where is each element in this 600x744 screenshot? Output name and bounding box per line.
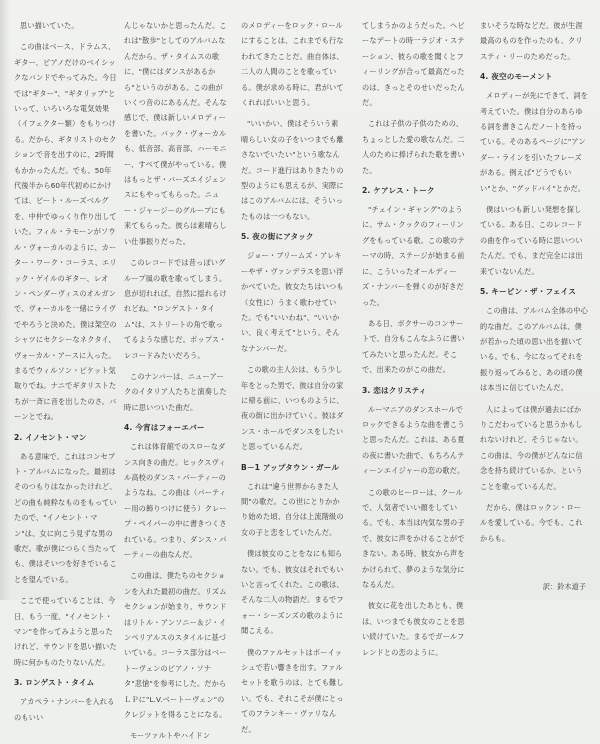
paragraph: この歌のヒーローは、クールで、人気者でいい顔をしている。でも、本当は内気な男の子で、彼女に声をかけることができない。ある時、彼女から声をかけられて、夢のような気分になるんだ。: [362, 487, 465, 589]
paragraph: 人によっては僕が過去にばかりこだわっていると思うかもしれないけれど、そうじゃない。この曲は、今の僕がどんなに信念を持ち続けているか、ということを歌っているんだ。: [480, 404, 583, 491]
text-column-4: [362, 18, 468, 657]
section-heading: 2. イノセント・マン: [14, 432, 87, 442]
section-heading: 4. 今宵はフォーエバー: [124, 423, 205, 433]
text-column-1: [14, 18, 118, 722]
paragraph: メロディーが先にできて、詞を考えていた。僕は自分のあらゆる詞を書きこんだノートを持っている。そのあるページに"アンダー・ラインを引いたフレーズがある。例えば"どうでもいい"とか、"グッドバイ"とかだ。: [480, 91, 589, 193]
paragraph: ある意味で、これはコンセプト・アルバムになった。最初はそのつもりはなかったけれど、どの曲も純粋なものをもっていたので、"イノセント・マン"は、女に向こう見ずな男の歌だ。歌が僕につらく当たっても、僕はそいつを好きでいることを望んでいる。: [14, 451, 117, 584]
paragraph: だから、僕はロックン・ロールを愛している。今でも、これからも。: [480, 502, 583, 543]
section-heading: 3. ロンゲスト・タイム: [14, 678, 95, 688]
paragraph: "いいかい、僕はそういう素晴らしい女の子をいつまでも離さないでいたい"という歌なんだ。コード進行はありきたりの型のようにも思えるが、実際にはこのアルバムには、そういったものは一つもない。: [241, 119, 344, 221]
paragraph: これは子供の子供のための、ちょっとした愛の歌なんだ。二人のために捧げられた歌を書いた。: [362, 119, 465, 175]
section-heading: 5. 夜の街にアタック: [241, 232, 314, 242]
text-column-5: [480, 18, 588, 590]
paragraph: のメロディーをロック・ロールにすることは、これまでも行なわれてきたことだ。曲自体は、二人の人間のことを歌っている。僕が求める時に、君がいてくれればいいと思う。: [241, 21, 344, 108]
paragraph: ここで使っていることは、今日、もう一度、"イノセント・マン"を作ってみようと思ったけれど、サウンドを思い描いた時に何かものたりないんだ。: [14, 596, 117, 667]
paragraph: 僕のファルセットはボーイッシュで若い響きを出す。ファルセットを歌うのは、とても難しい。でも、それこそが僕にとってのフランキー・ヴァリなんだ。: [241, 647, 344, 734]
paragraph: てしまうかのようだった。ヘビーなデートの時一ラジオ・ステーション、彼らの歌を聞くとフィーリングが合って最高だったのは、きっとそのせいだったんだ。: [362, 21, 465, 108]
paragraph: 彼女に花を出したあとも、僕は、いつまでも彼女のことを思い続けていた。まるでガールフレンドとの恋のように。: [362, 601, 465, 657]
paragraph: アカペラ・ナンバーを入れるのもいい: [14, 697, 115, 722]
section-heading: 2. ケアレス・トーク: [362, 186, 435, 196]
text-column-3: [241, 18, 345, 734]
page-fold-shadow: [0, 0, 10, 600]
paragraph: ある日、ボクサーのコンサートで、自分もこんなふうに書いてみたいと思ったんだ。そこで、出来たのがこの曲だ。: [362, 318, 465, 375]
paragraph: まいそうな時などだ。彼が生涯最高のものを作ったのも、クリスティ・リーのためだった。: [480, 21, 583, 61]
paragraph: この曲はベース、ドラムス、ギター、ピアノだけのベイシックなバンドでやってみた。今日では"ギター"、"ギタリップ"といって、いろいろな電気効果（イフェクター類）をもりつける。だから、ギタリストのセクションで音を出すのに、2時間もかかったんだ。でも、50年代後半から60年代初めにかけては、ビート・ルーズベルグを、中仲でゆっくり作り出していた。フィル・ラモーンがソウル・ヴォーカルのように、カーター・ワーク・コーラス、エリック・ゲイルのギター、レオン・ペンダーヴィスのオルガンで、ヴォーカルを一緒にライヴでやろうと決めた。僕は架空のシャツにセクシーなネクタイ、ヴォーカル・アースに入った。まるでウィルソン・ピケット気取りでね。ナニでギタリストたちが一斉に音を出したのさ。バーンとでね。: [14, 42, 117, 422]
paragraph: これは体育館でのスローなダンス向きの曲だ。ヒックスヴィル高校のダンス・パーティーのようなね。この曲は（パーティー用の飾りつけに使う）クレープ・ペイパーの中に書きつくされている。つまり、ダンス・パーティーの曲なんだ。: [124, 442, 227, 559]
paragraph: ルーマニアのダンスホールでロックできるような曲を書こうと思ったんだ。これは、ある夏の夜に書いた曲で、もちろんティーンエイジャーの恋の歌だ。: [362, 404, 465, 476]
paragraph: この歌の主人公は、もう少し年をとった男で、彼は自分の家に帰る前に、いつものように、夜の街に出かけていく。彼はダンス・ホールでダンスをしたいと思っているんだ。: [241, 365, 344, 452]
text-column-2: [124, 18, 228, 741]
section-heading: 3. 恋はクリスティ: [362, 385, 427, 395]
paragraph: このナンバーは、ニューアークのイタリア人たちと演奏した時に思いついた曲だ。: [124, 371, 227, 412]
paragraph: モーツァルトやハイドン: [130, 731, 211, 741]
section-heading: 4. 夜空のモーメント: [480, 72, 553, 82]
paragraph: この曲は、僕たちのセクションを入れた最初の曲だ。リズムセクションが始まり、サウンドはリトル・アンソニー＆ジ・インペリアルスのスタイルに基づいている。コーラス部分はベートーヴェンのピアノ・ソナタ"悲愴"を参考にした。だからＬＰに"L.V.ベートーヴェン"のクレジットを得ることになる。: [124, 571, 227, 720]
paragraph: 僕はいつも新しい発想を探している。ある日、このレコードの曲を作っている時に思いついたんだ。でも、まだ完全には出来ていないんだ。: [480, 205, 583, 276]
paragraph: 思い描いていた。: [20, 21, 79, 30]
section-heading: 5. キーピン・ザ・フェイス: [480, 287, 576, 297]
paragraph: ジョー・ブリームズ・アレキーやザ・ヴァンデラスを思い浮かべていた。彼女たちはいつも（女性に）うまく歌わせていた。でも"いいわね"、"いいかい、良く考えて"という。そんなナンバーだ。: [241, 251, 344, 353]
section-heading: B－1 アップタウン・ガール: [241, 462, 340, 472]
paragraph: この曲は、アルバム全体の中心的な曲だ。このアルバムは、僕が若かった頃の思い出を描いている。でも、今になってそれを振り返ってみると、あの頃の僕は本当に信じていたんだ。: [480, 306, 588, 393]
translator-credit: 訳：鈴木道子: [542, 582, 586, 591]
paragraph: このレコードでは昔っぽいグループ風の歌を歌ってしまう。息が切れれば、自然に揺れるけれどね。"ロンゲスト・タイム"は、ストリートの角で歌ってるような感じだ。ポップス・レコードみたいだろう。: [124, 258, 227, 360]
paragraph: "チェイン・ギャング"のように、サム・クックのフィーリングをもっている歌。この歌のテーマの時、ステージが始まる前に、こういったオールディーズ・ナンバーを弾くのが好きだった。: [362, 205, 465, 307]
paragraph: これは"違う世界からきた人間"の歌だ。この世にとりかかり始めた頃、自分は上流階級の女の子と恋をしていたんだ。: [241, 481, 344, 537]
paragraph: 僕は彼女のことをなにも知らない。でも、彼女はそれでもいいと言ってくれた。この歌は、そんな二人の物語だ。まるでフォー・シーズンズの歌のように聞こえる。: [241, 549, 344, 636]
paragraph: んじゃないかと思ったんだ。これは"散歩"としてのアルバムなんだから、ザ・タイムスの歌に、"僕にはダンスがあるから"というのがある。この曲がいくつ音のにあるんだ。そんな感じで、僕は新しいメロディーを書いた。バック・ヴォーカルも、低音部、高音部、ハーモニー、すべて僕がやっている。僕はもっとザ・バーズエイジェンスにもやってもらった。ニュー・ジャージーのグループにも来てもらった。彼らは素晴らしい仕事振りだった。: [124, 21, 227, 246]
